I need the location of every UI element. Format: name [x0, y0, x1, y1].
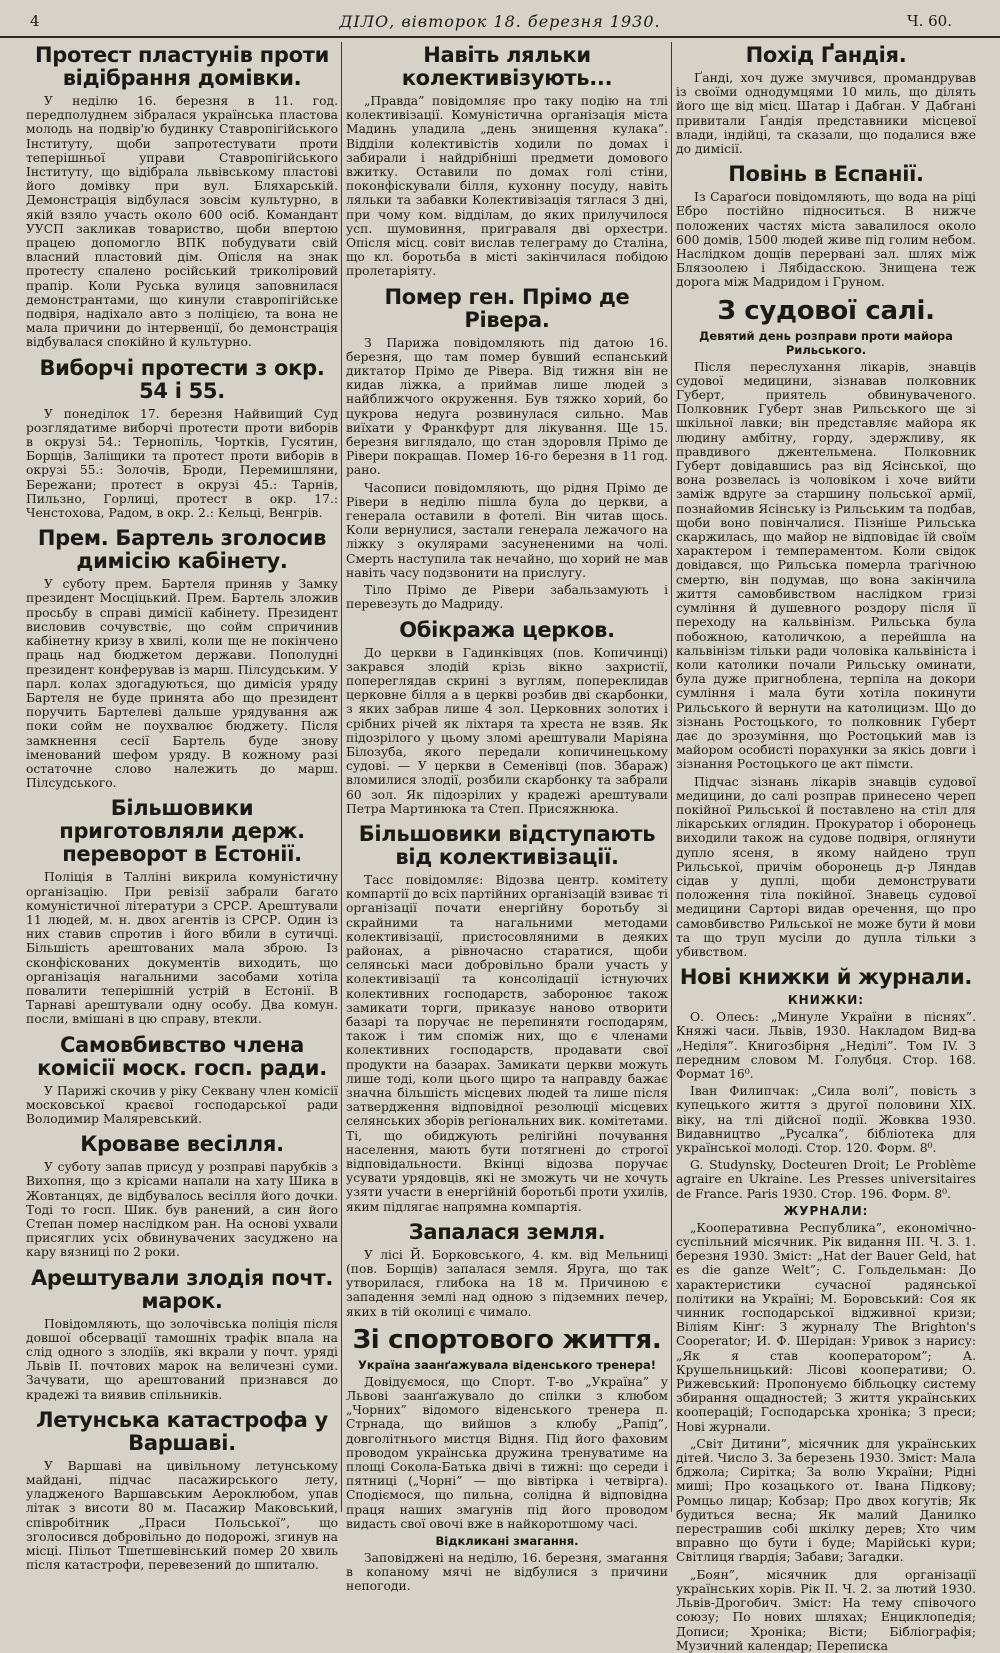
article — [26, 1133, 338, 1259]
article — [346, 1326, 668, 1594]
article-title: Помер ген. Прімо де Рівера. — [384, 284, 630, 332]
books-heading: КНИЖКИ: — [787, 993, 865, 1008]
article-title: Протест пластунів проти відібрання домівки. — [34, 43, 329, 90]
book-entry: Іван Филипчак: „Сила волі”, повість з купецького життя з другої половини XIX. віку, на тлі дійсної події. Жовква 1930. Видавництво „Русалка”, бібліотека для української молоді. Стор. 120. Форм. 8⁰. — [676, 1084, 976, 1155]
article — [676, 44, 976, 156]
column-1 — [26, 42, 338, 1573]
book-entry: G. Studynsky, Docteuren Droit; Le Problème agraire en Ukraine. Les Presses universitaires de France. Paris 1930. Стор. 196. Форм. 8⁰. — [676, 1158, 976, 1201]
article-paragraph: У суботу запав присуд у розправі парубків з Вихопня, що з крісами напали на хату Шика в Жовтанцях, де відбувалось весілля його дочки. Тоді то госп. Шик. був ранений, а син його Степан помер наслідком ран. На основі ухвали присяглих усіх обвинувачених засуджено на кару вязниці по 2 роки. — [26, 1160, 338, 1260]
article — [346, 44, 668, 279]
article — [26, 1034, 338, 1127]
article — [676, 163, 976, 289]
article-title: З судової салі. — [717, 295, 935, 326]
article-paragraph: Тасс повідомляє: Відозва центр. комітету компартії до всіх партійних організацій взиває ті організації почати енергійну боротьбу зі скрайними та нагальними методами колективізації, пристосовляними в деяких районах, а рівночасно старатися, щоби селянські маси добровільно брали участь у колективізації та консолідації істнуючих колективних господарств, заборонює також замикати торги, приказує наново отворити базарі та поручає не перепиняти господарям, також і тим споміж них, що є членами колективних господарств, продавати свої продукти на базарах. Замикати церкви можуть лише тоді, коли цього щиро та направду бажає значна більшість місцевих людей та лише після затвердження відповідної резолюції місцевих селянських зборів регіональних вик. комітетами. Ті, що обиджують релігійні почування населення, мають бути потягнені до строгої відповідальности. Вкінці відозва поручає усувати урядовців, які не зможуть чи не хочуть узяти участи в енергійній боротьбі проти ухилів, яким підлягає напрямна компартія. — [346, 872, 668, 1214]
article-paragraph: У суботу прем. Бартеля приняв у Замку президент Мосціцький. Прем. Бартель зложив просьбу в справі димісії кабінету. Президент висловив сочувствіє, що сойм спричинив кабінетну кризу в хвилі, коли ще не покінчено праць над бюджетом держави. Пополудні президент конферував із марш. Пілсудським. У парл. колах здогадуються, що димісія уряду Бартеля не буде принята або що президент поручить Бартелеві дальше урядування аж поки сойм не поухвалює бюджету. Після замкнення сесії Бартель буде знову іменований шефом уряду. В кожному разі остаточне слово належить до марш. Пілсудського. — [26, 577, 338, 791]
page-header — [0, 6, 1000, 38]
article-paragraph: „Правда” повідомляє про таку подію на тлі колективізації. Комуністична організація міста Мадинь уладила „день знищення кулака”. Відділи колективістів ходили по домах і забирали і найдрібніші предмети домового вжитку. Оставили по домах голі стіни, поконфіскували білля, кухонну посуду, навіть ляльки та забавки Колективізація тяглася 3 дні, при чому ком. відділам, до яких прилучилося усп. шумовиння, приграваля дві орхестри. Опісля місц. совіт вислав телеграму до Сталіна, що кл. боротьба в місті закінчилася побідою пролетаріяту. — [346, 94, 668, 279]
article-title: Нові книжки й журнали. — [679, 965, 973, 990]
article — [26, 357, 338, 521]
issue-number: Ч. 60. — [907, 12, 952, 30]
column-divider — [671, 42, 672, 1512]
article-title: Більшовики приготовляли держ. переворот в Естонії. — [59, 796, 305, 867]
article-paragraph: У Парижі скочив у ріку Секвану член комісії московської краєвої господарської ради Володимир Малярeвський. — [26, 1083, 338, 1126]
article-title: Більшовики відступають від колективізації. — [358, 821, 656, 869]
article-title: Зі спортового життя. — [352, 1324, 662, 1355]
article-paragraph: У лісі Й. Борковського, 4. км. від Мельниці (пов. Борщів) запалася земля. Яруга, що так утворилася, глибока на 18 м. Причиною є западення землі над одною з підземних печер, яких в тій околиці є чимало. — [346, 1247, 668, 1319]
article-paragraph: Підчас зізнань лікарів знавців судової медицини, до салі розправ принесено череп покійної Рильської й поставлено на стіл для лікарських оглядин. Прокуратор і оборонець виходили також на судове подвіря, оглянути дупло ясеня, в якому найдено труп Рильської, причім оборонець д-р Ляндав сідав у дуплі, щоби демонструвати положення тіла покійної. Знавець судової медицини Сарторі видав оречення, що про самовбивство Рильської не може бути й мови та що труп мусіли до дупла тільки з убивством. — [676, 774, 976, 959]
article-subheading: Відкликані змагання. — [435, 1534, 579, 1549]
article-paragraph: У неділю 16. березня в 11. год. передполуднем зібралася українська пластова молодь на подвір'ю будинку Ставропігійського Інституту, щоби запротестувати проти теперішньої управи Ставропігійського Інституту, що відібрала львівському пластові його домівку при вул. Бляхарській. Демонстрація відбулася зовсім культурно, в якій взяло участь около 600 осіб. Командант УУСП закликав товариство, щоби впертою працею допомогло ВПК побудувати свій власний пластовий дім. Опісля на знак протесту спалено російський триколіровий прапір. Коли Руська вулиця заповнилася демонстрантами, що кинули ставропігійське подвіря, надіхало авто з поліцією, та вона не мала причини до інтервенції, бо демонстрація відбувалася спокійно й культурно. — [26, 94, 338, 350]
article-title: Обікража церков. — [399, 617, 615, 642]
column-3 — [676, 42, 976, 1653]
article-paragraph: У Варшаві на цивільному летунському майдані, підчас пасажирського лету, уладженого Варшавським Аероклюбом, упав літак з висоти 80 м. Пасажир Маковський, співробітник „Праси Польської”, що зголосився добровільно до подорожі, згинув на місці. Пільот Тшетшевінський помер 20 хвиль після катастрофи, перевезений до шпиталю. — [26, 1458, 338, 1573]
article — [26, 1267, 338, 1402]
article-title: Прем. Бартель зголосив димісію кабінету. — [37, 526, 327, 574]
column-2 — [346, 42, 668, 1594]
article-title: Арештували злодія почт. марок. — [30, 1265, 334, 1313]
article-title: Виборчі протести з окр. 54 і 55. — [39, 355, 325, 403]
column-divider — [341, 42, 342, 1512]
article-paragraph: Повідомляють, що золочівська поліція після довшої обсервації тамошніх трафік впала на слід одного з злодіїв, які вкрали у почт. уряді Львів II. почтових марок на величезні суми. Зачувати, що арештований признався до крадежі та виявив спільників. — [26, 1316, 338, 1402]
masthead: ДІЛО, вівторок 18. березня 1930. — [339, 12, 661, 31]
article — [346, 619, 668, 816]
article-paragraph: Довідуємося, що Спорт. Т-во „Україна” у Львові заанґажувало до спілки з клюбом „Чорних” відомого віденського тренера п. Стрнада, що вийшов з клюбу „Рапід”, довголітнього мистця Відня. Під його фаховим проводом українська дружина тренуватиме на площі Сокола-Батька двічі в тижні: що середи і пятниці („Чорні” — що вівтірка і четвірга). Сподіємося, що пильна, солідна й відповідна праця наших змагунів під його проводом видасть свої овочі вже в найкоротшому часі. — [346, 1374, 668, 1531]
article-title: Кроваве весілля. — [80, 1132, 284, 1157]
article-title: Повінь в Еспанії. — [728, 162, 924, 187]
journal-entry: „Боян”, місячник для організації українських хорів. Рік II. Ч. 2. за лютий 1930. Львів-Дрогобич. Зміст: На тему співочого союзу; По нових шляхах; Енциклопедія; Дописи; Хроніка; Вісти; Бібліографія; Музичний календар; Переписка — [676, 1567, 976, 1653]
article — [346, 286, 668, 612]
article-title: Запалася земля. — [408, 1219, 606, 1244]
article-paragraph: Тіло Прімо де Рівери забальзамують і перевезуть до Мадриду. — [346, 583, 668, 612]
article-title: Самовбивство члена комісії моск. госп. ради. — [37, 1032, 327, 1080]
article-subtitle: Девятий день розправи проти майора Рильського. — [699, 328, 953, 357]
article-paragraph: Поліція в Талліні викрила комуністичну організацію. При ревізії забрали багато комуністичної літератури з СРСР. Арештували 11 людей, м. н. двох агентів із СРСР. Один із них ставив спротив і його вбили в сутичці. Більшість арештованих мала зброю. Із сконфіскованих документів виходить, що організація нагальними засобами хотіла повалити теперішній устрій в Естонії. В Тарнаві арештували одну особу. Два комун. посли, вмішані в цю справу, втекли. — [26, 870, 338, 1027]
article-paragraph: Ґанді, хоч дуже змучився, промандрував із своїми однодумцями 10 миль, що ділять його ще від місц. Шатар і Дабган. У Дабгані привитали Ґандія представники місцевої влади, індійці, та сказали, що подалися вже до димісії. — [676, 71, 976, 157]
article — [26, 797, 338, 1026]
journals-heading: ЖУРНАЛИ: — [783, 1203, 869, 1218]
article — [26, 44, 338, 350]
article-subtitle: Україна заанґажувала віденського тренера! — [357, 1357, 657, 1372]
article-paragraph: Заповіджені на неділю, 16. березня, змагання в копаному мячі не відбулися з причини непогоди. — [346, 1551, 668, 1594]
article-paragraph: З Парижа повідомляють під датою 16. березня, що там помер бувший еспанський диктатор Прімо де Рівера. Від тижня він не кидав ліжка, а приймав лише людей з найближчого окруження. Був тяжко хорий, бо цукрова недуга розвинулася сильно. Мав виїхати у Франкфурт для лікування. Ще 15. березня виглядало, що стан здоровля Прімо де Рівери покращав. Помер 16-го березня в 11 год. рано. — [346, 335, 668, 478]
article — [26, 1409, 338, 1573]
article-paragraph: Із Сараґоси повідомляють, що вода на ріці Ебро постійно підноситься. В нижче положених частях міста завалилося около 600 домів, 1500 людей живе під голим небом. Наслідком дощів перервані зал. шлях між Блязоолею і Лябідасскою. Знищена теж дорога між Мадридом і Груном. — [676, 190, 976, 290]
journal-entry: „Кооперативна Республика”, економічно-суспільний місячник. Рік видання III. Ч. 3. 1. березня 1930. Зміст: „Hat der Bauer Geld, hat es die ganze Welt”; С. Гольдельман: До характеристики сучасної радянської політики на Україні; М. Боровський: Соя як чинник господарської відживної кризи; Віліям Кінґ: З журналу The Brighton's Cooperator; И. Ф. Шерідан: Уривок з нарису: „Як я став кооператором”; А. Крушельницький: Лісові кооперативи; О. Рижевський: Пропонуємо бібльоцку систему збирання ощадностей; З життя українських кооперацій; Господарська хроніка; З преси; Нові журнали. — [676, 1220, 976, 1434]
article-paragraph: У понеділок 17. березня Найвищий Суд розглядатиме виборчі протести проти виборів в окрузі 54.: Тернопіль, Чортків, Гусятин, Борщів, Заліщики та протест проти виборів в окрузі 55.: Золочів, Броди, Перемишляни, Бережани; протест в окрузі 45.: Тарнів, Пильзно, Горлиці, протест в окр. 17.: Ченстохова, Радом, в окр. 2.: Кельці, Венгрів. — [26, 406, 338, 521]
article-title: Летунська катастрофа у Варшаві. — [36, 1407, 328, 1455]
article — [676, 966, 976, 1653]
article-title: Похід Ґандія. — [745, 43, 907, 67]
journal-entry: „Світ Дитини”, місячник для українських дітей. Число 3. За березень 1930. Зміст: Мала бджола; Сирітка; За волю України; Рідні миші; Про козацького от. Івана Підкову; Ромцьо лицар; Кобзар; Про двох когутів; Як будиться весна; Як малий Данилко перестрашив собі шкілку дерев; Хто чим вправно що бути і буде; Марійські кури; Світлиця ґвардія; Забави; Загадки. — [676, 1436, 976, 1565]
article — [676, 297, 976, 960]
article — [26, 527, 338, 790]
article-paragraph: Часописи повідомляють, що рідня Прімо де Рівери в неділю пішла була до церкви, а генерала оставили в фотелі. Він читав щось. Коли вернулися, застали генерала лежачого на ліжку з окулярами засунененими на чолі. Смерть наступила так нечайно, що хорий не мав навіть часу подзвонити на прислугу. — [346, 480, 668, 580]
book-entry: О. Олесь: „Минуле України в піснях”. Княжі часи. Львів, 1930. Накладом Вид-ва „Неділя”. Книгозбірня „Неділі”. Том IV. З передним словом М. Голубця. Стор. 168. Формат 16⁰. — [676, 1010, 976, 1081]
article-title: Навіть ляльки колективізують... — [401, 43, 613, 90]
article-paragraph: До церкви в Гадинківцях (пов. Копичинці) закрався злодій крізь вікно захристії, попереглядав скрині з вуглям, попереклидав церковне білля а в церкві розбив дві скарбонки, з яких забрав лише 4 зол. Церковних золотих і срібних річей як ліхтаря та хреста не взяв. Як підозрілого у цьому зломі арештували Маріяна Білозуба, якого передали копичинецькому судові. — У церкви в Семенівці (пов. Збараж) вломилися злодії, розбили скарбонку та забрали 60 зол. Як підозрілих у крадежі арештували Петра Мартинюка та Степ. Присяжнюка. — [346, 645, 668, 816]
article-paragraph: Після переслухання лікарів, знавців судової медицини, зізнавав полковник Губерт, приятель обвинуваченого. Полковник Губерт знав Рильського ще зі шкільної лавки; він представляє майора як людину амбітну, горду, здержливу, як правдивого джентельмена. Полковник Губерт довідавшись раз від Ясінської, що вона розвелась із чоловіком і хоче вийти заміж вдруге за старшину польської армії, познайомив Ясінську із Рильським та подбав, щоби воно повінчалися. Пізніше Рильська скаржилась, що майор не відповідає їй своїм характером і темпераментом. Коли свідок довідався, що Рильська померла трагічною смертю, він подумав, що вона закінчила життя самовбивством наслідком гризі сумління й душевного роздору після її переходу на кальвінізм. Рильська була побожною, католичкою, а перейшла на кальвінізм тільки ради чоловіка кальвініста і коли католики почали Рильську оминати, була дуже пригноблена, терпіла на докори сумління і мала бути хотіла покинути Рильського й вернути на католицизм. Що до зізнань Ростоцького, то полковник Губерт дає до зрозуміння, що Ростоцький мав із майором особисті порахунки за якісь довги і зізнання Ростоцького це акт пімсти. — [676, 359, 976, 772]
page-number: 4 — [30, 12, 40, 30]
article — [346, 823, 668, 1214]
article — [346, 1221, 668, 1319]
